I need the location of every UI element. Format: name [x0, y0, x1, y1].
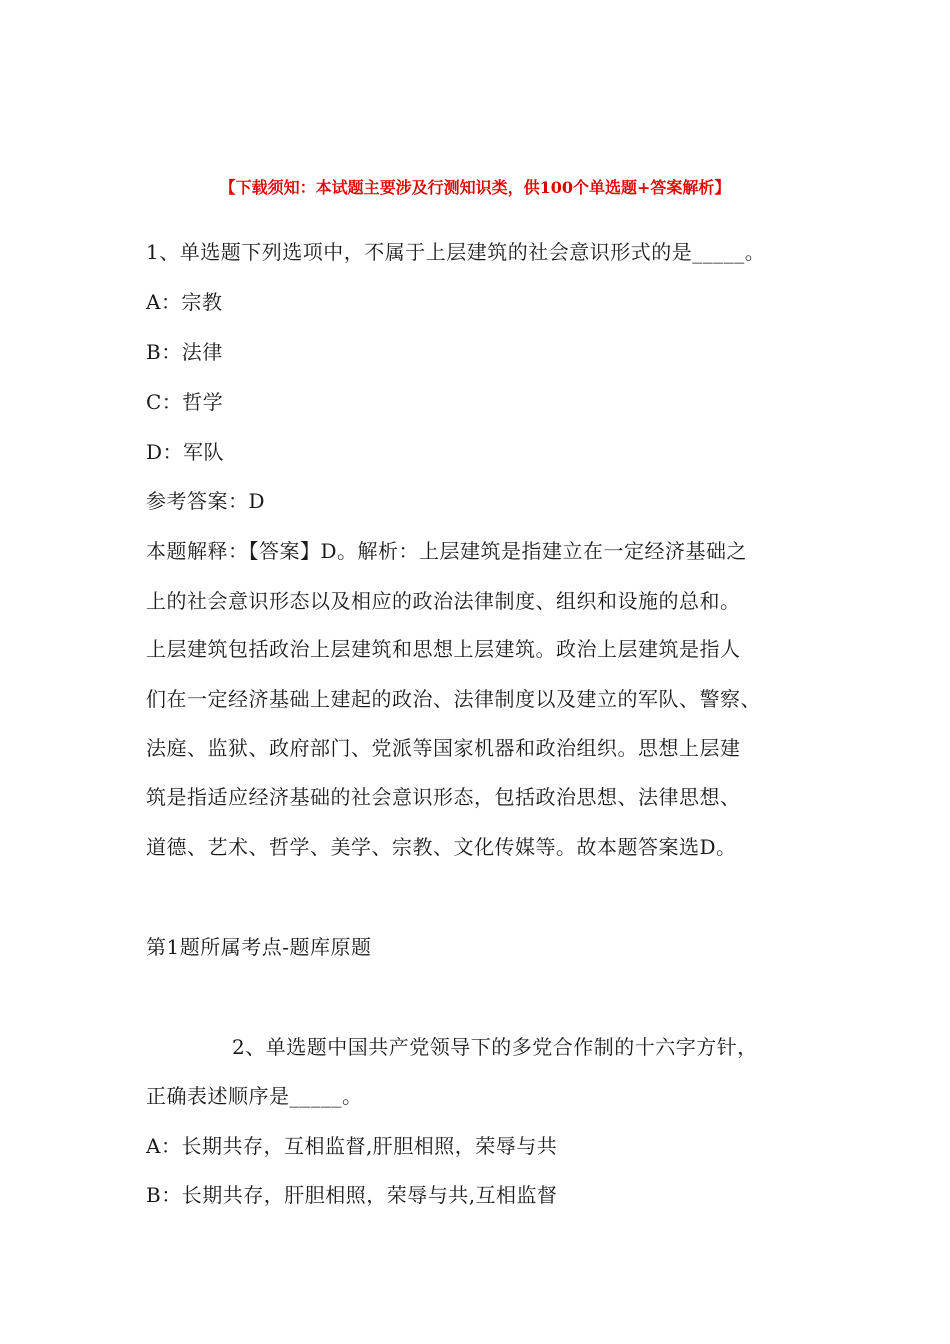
- question-1-explanation-line: 道德、艺术、哲学、美学、宗教、文化传媒等。故本题答案选D。: [146, 835, 737, 859]
- question-1-explanation-line: 们在一定经济基础上建起的政治、法律制度以及建立的军队、警察、: [146, 687, 761, 711]
- question-1-explanation-line: 法庭、监狱、政府部门、党派等国家机器和政治组织。思想上层建: [146, 736, 741, 760]
- question-2-option-b: B：长期共存，肝胆相照，荣辱与共,互相监督: [146, 1183, 558, 1207]
- question-1-explanation-line: 筑是指适应经济基础的社会意识形态，包括政治思想、法律思想、: [146, 785, 741, 809]
- question-2-stem-line-1: 2、单选题中国共产党领导下的多党合作制的十六字方针，: [232, 1035, 758, 1059]
- download-notice: 【下载须知：本试题主要涉及行测知识类，供100个单选题+答案解析】: [219, 178, 731, 197]
- question-1-option-c: C：哲学: [146, 390, 224, 414]
- question-2-option-a: A：长期共存，互相监督,肝胆相照，荣辱与共: [146, 1134, 558, 1158]
- question-1-explanation-line: 本题解释：【答案】D。解析：上层建筑是指建立在一定经济基础之: [146, 539, 748, 563]
- question-1-explanation-line: 上层建筑包括政治上层建筑和思想上层建筑。政治上层建筑是指人: [146, 637, 741, 661]
- question-1-option-d: D：军队: [146, 440, 225, 464]
- question-1-option-b: B：法律: [146, 340, 223, 364]
- question-1-option-a: A：宗教: [146, 290, 223, 314]
- question-1-answer: 参考答案：D: [146, 489, 266, 513]
- question-2-stem-line-2: 正确表述顺序是_____。: [146, 1084, 363, 1108]
- question-1-explanation-line: 上的社会意识形态以及相应的政治法律制度、组织和设施的总和。: [146, 589, 741, 613]
- question-1-stem: 1、单选题下列选项中，不属于上层建筑的社会意识形式的是_____。: [146, 240, 766, 264]
- question-1-topic: 第1题所属考点-题库原题: [146, 935, 372, 959]
